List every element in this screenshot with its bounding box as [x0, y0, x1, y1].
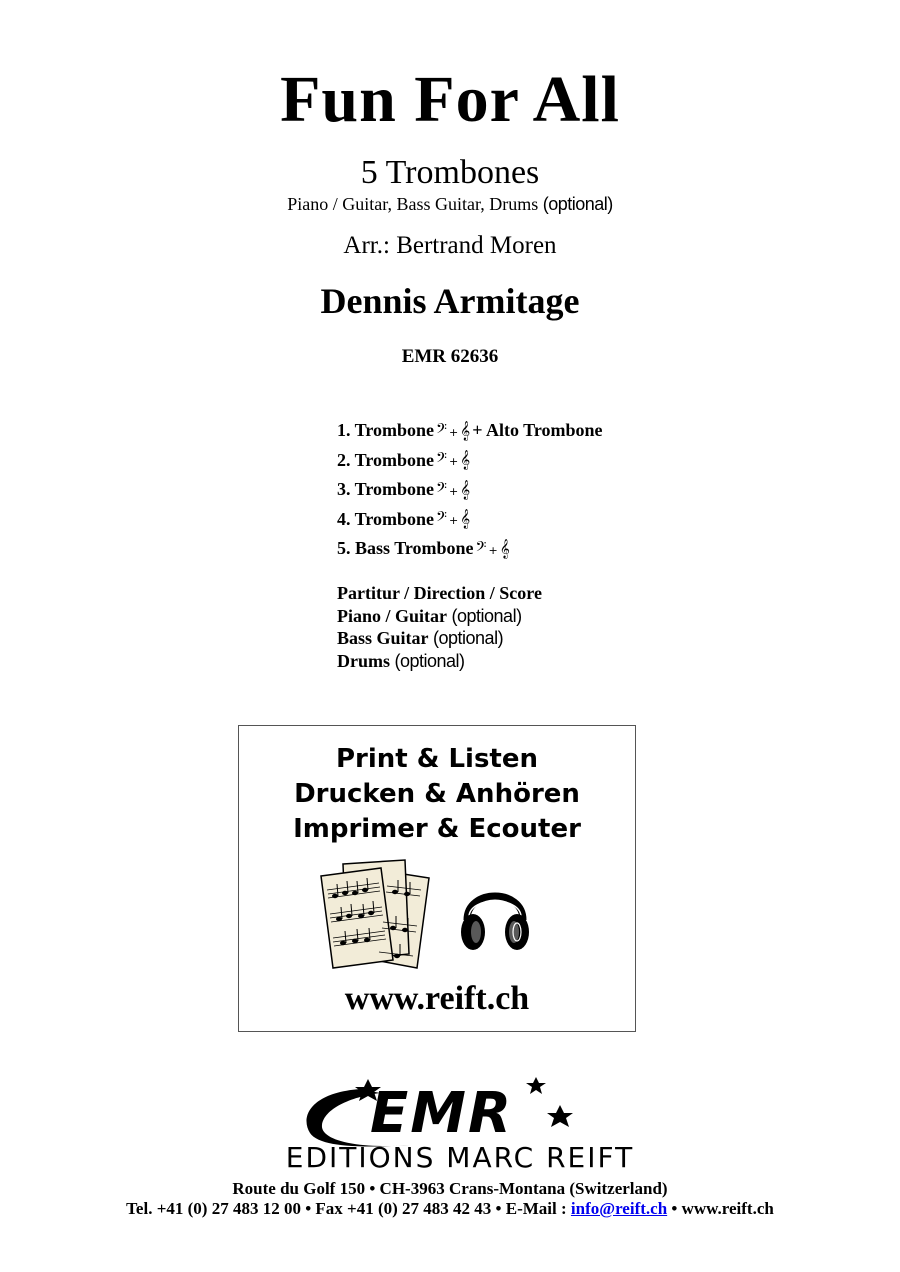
score-title: Fun For All: [280, 63, 620, 136]
bass-clef-icon: 𝄢: [436, 450, 447, 471]
bass-clef-icon: 𝄢: [436, 479, 447, 500]
instrumentation-title: 5 Trombones: [360, 154, 540, 191]
part-item: [337, 446, 603, 476]
plus-sign: +: [448, 514, 459, 528]
treble-clef-icon: 𝄞: [460, 450, 471, 471]
part-item: [337, 505, 603, 535]
composer: Dennis Armitage: [320, 281, 580, 321]
bass-clef-icon: 𝄢: [475, 538, 487, 559]
clef-icons: [436, 450, 470, 470]
part-item: [337, 475, 603, 505]
part-extra: + Alto Trombone: [472, 420, 603, 441]
material-note: (optional): [394, 650, 465, 671]
contact-phone-fax: Tel. +41 (0) 27 483 12 00 • Fax +41 (0) 27 483 42 43 • E-Mail :: [126, 1199, 567, 1218]
plus-sign: +: [488, 543, 498, 557]
material-note: (optional): [451, 605, 522, 626]
footer-address: Route du Golf 150 • CH-3963 Crans-Montana (Switzerland): [232, 1179, 668, 1198]
treble-clef-icon: 𝄞: [460, 479, 471, 500]
part-label: 2. Trombone: [337, 449, 435, 470]
publisher-logo: [240, 1075, 680, 1180]
contact-website: • www.reift.ch: [671, 1199, 774, 1218]
material-label: Bass Guitar: [337, 628, 429, 648]
publisher-name: EDITIONS MARC REIFT: [285, 1141, 635, 1174]
promo-line-fr: Imprimer & Ecouter: [293, 814, 581, 844]
material-note: (optional): [433, 628, 504, 648]
treble-clef-icon: 𝄞: [460, 420, 471, 441]
promo-website: www.reift.ch: [344, 980, 530, 1017]
clef-icons: [436, 509, 470, 529]
plus-sign: +: [448, 484, 459, 498]
clef-icons: [436, 480, 470, 500]
material-label: Partitur / Direction / Score: [337, 583, 542, 603]
emr-mark: EMR: [370, 1081, 514, 1146]
accompaniment-optional: (optional): [542, 194, 613, 214]
material-item: [337, 605, 542, 628]
sheet-music-icon: [317, 856, 447, 976]
bass-clef-icon: 𝄢: [436, 420, 447, 441]
print-listen-box: [238, 725, 636, 1032]
clef-icons: [436, 421, 470, 441]
treble-clef-icon: 𝄞: [499, 538, 510, 559]
material-item: [337, 627, 542, 650]
footer-contact: [0, 1199, 900, 1219]
material-item: [337, 650, 542, 673]
promo-line-de: Drucken & Anhören: [294, 779, 580, 809]
treble-clef-icon: 𝄞: [460, 509, 471, 530]
material-label: Piano / Guitar: [337, 605, 448, 626]
email-link[interactable]: info@reift.ch: [570, 1199, 668, 1218]
part-label: 4. Trombone: [337, 508, 435, 529]
part-item: [337, 534, 603, 564]
plus-sign: +: [448, 455, 459, 469]
part-item: [337, 416, 603, 446]
arranger: Arr.: Bertrand Moren: [343, 232, 557, 259]
material-item: [337, 582, 542, 605]
material-label: Drums: [337, 650, 390, 671]
bass-clef-icon: 𝄢: [436, 509, 447, 530]
accompaniment-instruments: Piano / Guitar, Bass Guitar, Drums: [287, 194, 539, 214]
part-label: 3. Trombone: [337, 479, 435, 500]
promo-line-en: Print & Listen: [335, 744, 539, 774]
accompaniment-line: [0, 194, 900, 215]
materials-list: [337, 582, 542, 672]
part-label: 5. Bass Trombone: [337, 538, 474, 559]
plus-sign: +: [448, 425, 459, 439]
parts-list: [337, 416, 603, 564]
clef-icons: [476, 539, 510, 559]
headphones-icon: [459, 876, 531, 956]
catalog-number: EMR 62636: [401, 346, 499, 367]
part-label: 1. Trombone: [337, 420, 435, 441]
